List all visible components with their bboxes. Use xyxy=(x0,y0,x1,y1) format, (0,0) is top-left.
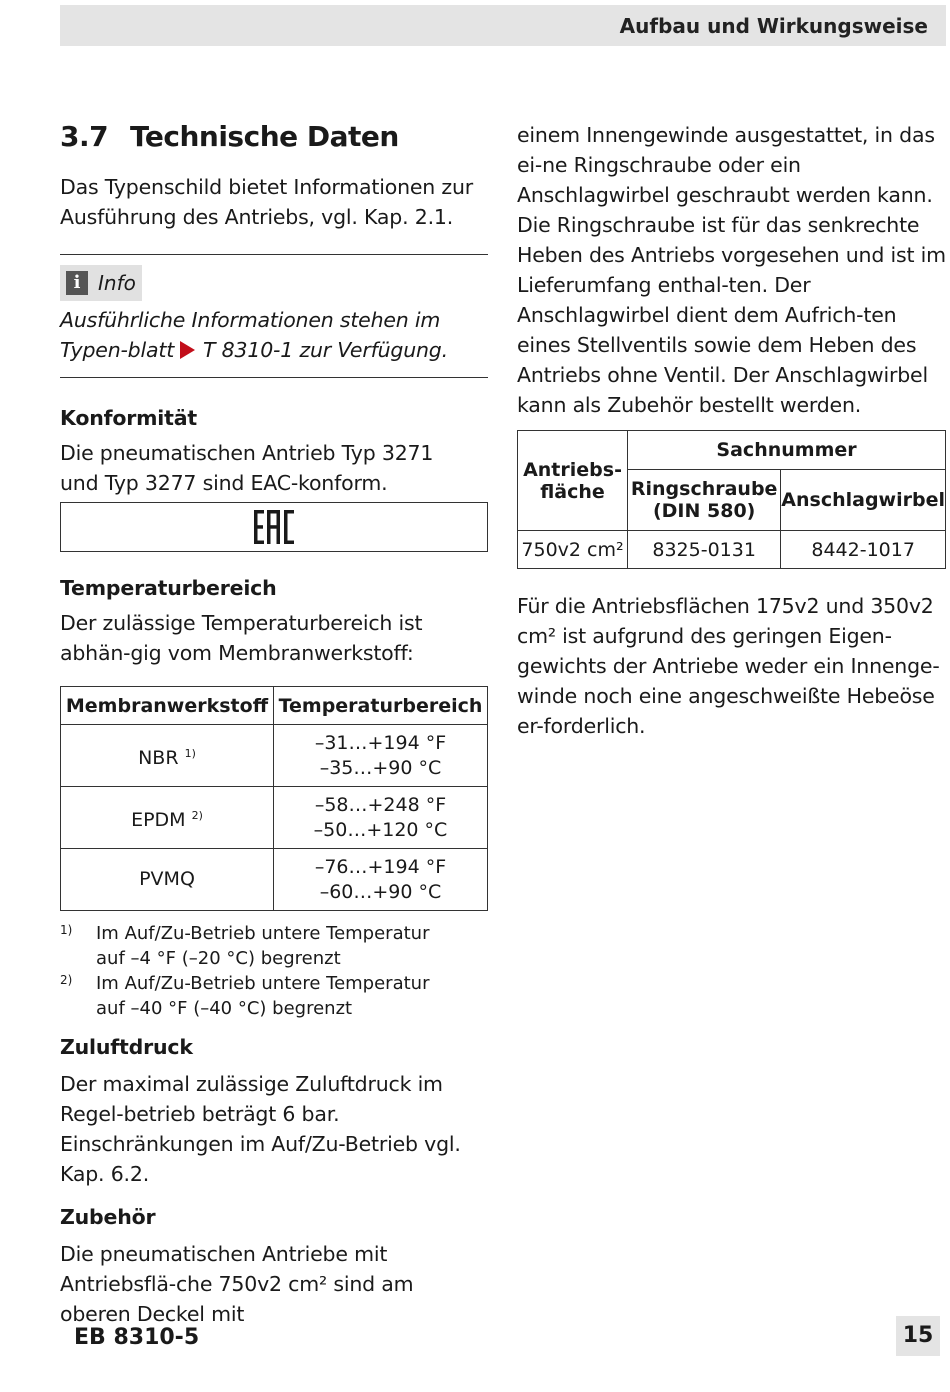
info-text xyxy=(60,305,488,365)
zubehoer-text-continued: einem Innengewinde ausgestattet, in das ei-ne Ringschraube oder ein Anschlagwirbel geschraubt werden kann. Die Ringschraube ist für das senkrechte Heben des Antriebs vorgesehen und ist im Lieferumfang enthal-ten. Der Anschlagwirbel dient dem Aufrich-ten eines Stellventils sowie dem Heben des Antriebs ohne Ventil. Der Anschlagwirbel kann als Zubehör bestellt werden. xyxy=(517,123,946,417)
eac-logo-icon xyxy=(254,510,294,544)
footnote xyxy=(60,921,488,971)
zuluftdruck-text: Der maximal zulässige Zuluftdruck im Regel-betrieb beträgt 6 bar. Einschränkungen im Auf/Zu-Betrieb vgl. Kap. 6.2. xyxy=(60,1072,461,1186)
table-row xyxy=(61,787,488,849)
zubehoer-text: Die pneumatischen Antriebe mit Antriebsflä-che 750v2 cm² sind am oberen Deckel mit xyxy=(60,1242,414,1326)
footer-doc-number: EB 8310-5 xyxy=(74,1325,200,1350)
footnote-text: Im Auf/Zu-Betrieb untere Temperatur auf –4 °F (–20 °C) begrenzt xyxy=(96,923,430,969)
header-sachnummer: Sachnummer xyxy=(628,431,946,470)
eac-logo-box xyxy=(60,502,488,552)
range-cell: –76…+194 °F –60…+90 °C xyxy=(274,849,488,911)
header-antriebsflaeche: Antriebs-fläche xyxy=(518,431,628,531)
intro-paragraph: Das Typenschild bietet Informationen zur Ausführung des Antriebs, vgl. Kap. 2.1. xyxy=(60,175,473,229)
material-cell: EPDM $^{2)}$ xyxy=(61,787,274,849)
footnote-mark: 2) xyxy=(60,973,73,987)
info-badge xyxy=(60,265,142,301)
temperature-table-header-material: Membranwerkstoff xyxy=(61,687,274,725)
cell-ringschraube: 8325-0131 xyxy=(628,531,781,569)
info-label: Info xyxy=(98,271,136,295)
header-anschlagwirbel: Anschlagwirbel xyxy=(781,469,946,530)
section-title xyxy=(60,120,488,162)
left-column xyxy=(60,120,488,1329)
range-cell: –58…+248 °F –50…+120 °C xyxy=(274,787,488,849)
cell-anschlagwirbel: 8442-1017 xyxy=(781,531,946,569)
konformitaet-heading: Konformität xyxy=(60,406,197,430)
temperaturbereich-heading: Temperaturbereich xyxy=(60,576,277,600)
table-row xyxy=(61,725,488,787)
header-bar xyxy=(60,5,946,46)
info-icon: i xyxy=(66,271,88,295)
zubehoer-heading: Zubehör xyxy=(60,1205,156,1229)
footnote-text: Im Auf/Zu-Betrieb untere Temperatur auf –40 °F (–40 °C) begrenzt xyxy=(96,973,430,1019)
info-text-after: T 8310-1 zur Verfügung. xyxy=(203,338,448,362)
footnote xyxy=(60,971,488,1021)
running-header-title: Aufbau und Wirkungsweise xyxy=(619,14,928,38)
sachnummer-table xyxy=(517,430,946,569)
reference-arrow-icon xyxy=(180,341,195,359)
material-cell: NBR $^{1)}$ xyxy=(61,725,274,787)
info-bottom-rule xyxy=(60,377,488,378)
section-title-text: Technische Daten xyxy=(130,120,399,153)
right-column xyxy=(517,120,947,741)
footer-page-number: 15 xyxy=(896,1316,940,1356)
range-cell: –31…+194 °F –35…+90 °C xyxy=(274,725,488,787)
temperature-table xyxy=(60,686,488,911)
material-cell: PVMQ xyxy=(61,849,274,911)
header-ringschraube: Ringschraube (DIN 580) xyxy=(628,469,781,530)
right-paragraph-after: Für die Antriebsflächen 175v2 und 350v2 cm² ist aufgrund des geringen Eigen-gewichts der Antriebe weder ein Innenge-winde noch eine angeschweißte Hebeöse er-forderlich. xyxy=(517,594,940,738)
info-text-before: Ausführliche Informationen stehen im Typen-blatt xyxy=(60,308,441,362)
zuluftdruck-heading: Zuluftdruck xyxy=(60,1035,193,1059)
temperature-table-header-range: Temperaturbereich xyxy=(274,687,488,725)
info-top-rule xyxy=(60,254,488,255)
footnotes xyxy=(60,921,488,1021)
konformitaet-text: Die pneumatischen Antrieb Typ 3271 und Typ 3277 sind EAC-konform. xyxy=(60,441,434,495)
table-row xyxy=(61,849,488,911)
table-row xyxy=(518,531,946,569)
section-number: 3.7 xyxy=(60,120,109,153)
temperaturbereich-text: Der zulässige Temperaturbereich ist abhän-gig vom Membranwerkstoff: xyxy=(60,611,423,665)
cell-flaeche: 750v2 cm² xyxy=(518,531,628,569)
footnote-mark: 1) xyxy=(60,923,73,937)
